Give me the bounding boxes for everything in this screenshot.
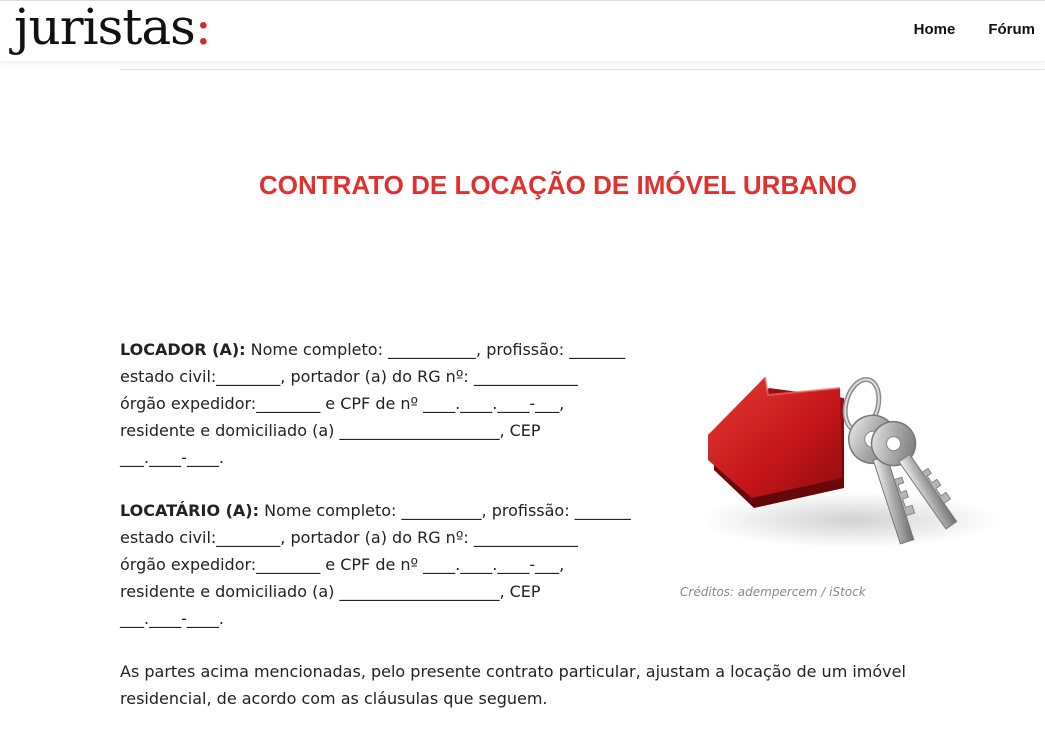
locador-line-4: residente e domiciliado (a) ____________________, CEP xyxy=(120,421,541,440)
image-credits: Créditos: adempercem / iStock xyxy=(680,585,866,599)
page-title: CONTRATO DE LOCAÇÃO DE IMÓVEL URBANO xyxy=(258,170,857,200)
locador-line-3: órgão expedidor:________ e CPF de nº ____.____.____-___, xyxy=(120,394,565,413)
logo-colon: : xyxy=(194,0,211,56)
house-keychain-image xyxy=(690,350,1010,570)
locatario-section xyxy=(120,497,680,632)
house-keychain-icon xyxy=(690,350,1010,570)
locatario-line-4: residente e domiciliado (a) ____________________, CEP xyxy=(120,582,541,601)
intro-paragraph: As partes acima mencionadas, pelo presente contrato particular, ajustam a locação de um imóvel residencial, de acordo com as cláusulas que seguem. xyxy=(120,662,906,708)
locatario-line-3: órgão expedidor:________ e CPF de nº ____.____.____-___, xyxy=(120,555,565,574)
content-divider xyxy=(120,69,1045,70)
site-logo[interactable] xyxy=(14,0,211,57)
locatario-role: LOCATÁRIO (A): xyxy=(120,501,260,520)
nav-forum-link[interactable]: Fórum xyxy=(988,21,1035,38)
locatario-line-1 xyxy=(120,497,680,524)
locatario-line-2: estado civil:________, portador (a) do RG nº: _____________ xyxy=(120,528,578,547)
locador-line-5: ___.____-____. xyxy=(120,448,224,467)
site-header xyxy=(0,0,1045,61)
locador-section xyxy=(120,336,680,471)
locatario-line-5: ___.____-____. xyxy=(120,609,224,628)
nav-home-link[interactable]: Home xyxy=(913,21,956,38)
locador-role: LOCADOR (A): xyxy=(120,340,246,359)
locador-name-field: Nome completo: ___________, profissão: _______ xyxy=(245,340,626,359)
locador-line-2: estado civil:________, portador (a) do RG nº: _____________ xyxy=(120,367,578,386)
locador-line-1 xyxy=(120,336,680,363)
logo-text: juristas xyxy=(14,0,195,56)
main-nav xyxy=(914,21,1035,38)
locatario-name-field: Nome completo: __________, profissão: _______ xyxy=(259,501,631,520)
